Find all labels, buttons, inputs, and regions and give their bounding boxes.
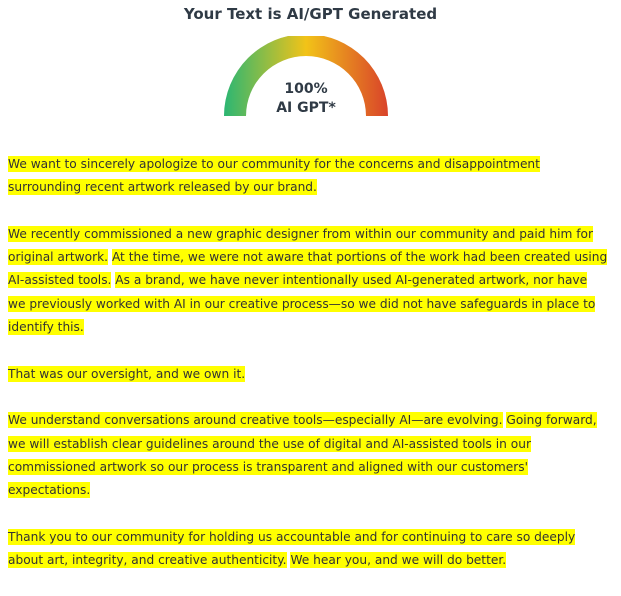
highlighted-sentence: Going forward, we will establish clear guidelines around the use of digital and AI-assisted tools in our commissioned artwork so our process is transparent and aligned with our customers' expectations. <box>8 413 597 498</box>
analyzed-text <box>8 153 608 596</box>
highlighted-sentence: We recently commissioned a new graphic designer from within our community and paid him for original artwork. <box>8 226 594 265</box>
result-title: Your Text is AI/GPT Generated <box>183 5 438 23</box>
paragraph-4 <box>8 409 608 502</box>
paragraph-5 <box>8 526 608 573</box>
paragraph-2 <box>8 223 608 339</box>
highlighted-sentence: That was our oversight, and we own it. <box>8 366 246 381</box>
paragraph-3 <box>8 363 608 386</box>
gauge-percent: 100% <box>284 81 328 97</box>
highlighted-sentence: As a brand, we have never intentionally used AI-generated artwork, nor have we previously worked with AI in our creative process—so we did not have safeguards in place to identify this. <box>8 273 596 335</box>
paragraph-1 <box>8 153 608 200</box>
highlighted-sentence: We hear you, and we will do better. <box>290 553 507 568</box>
highlighted-sentence: At the time, we were not aware that portions of the work had been created using AI-assisted tools. <box>8 250 608 288</box>
highlighted-sentence: We understand conversations around creative tools—especially AI—are evolving. <box>8 413 503 428</box>
highlighted-sentence: We want to sincerely apologize to our community for the concerns and disappointment surrounding recent artwork released by our brand. <box>8 157 540 195</box>
highlighted-sentence: Thank you to our community for holding us accountable and for continuing to care so deeply about art, integrity, and creative authenticity. <box>8 529 576 568</box>
gauge-label: AI GPT* <box>276 100 336 116</box>
ai-score-gauge <box>224 36 388 122</box>
